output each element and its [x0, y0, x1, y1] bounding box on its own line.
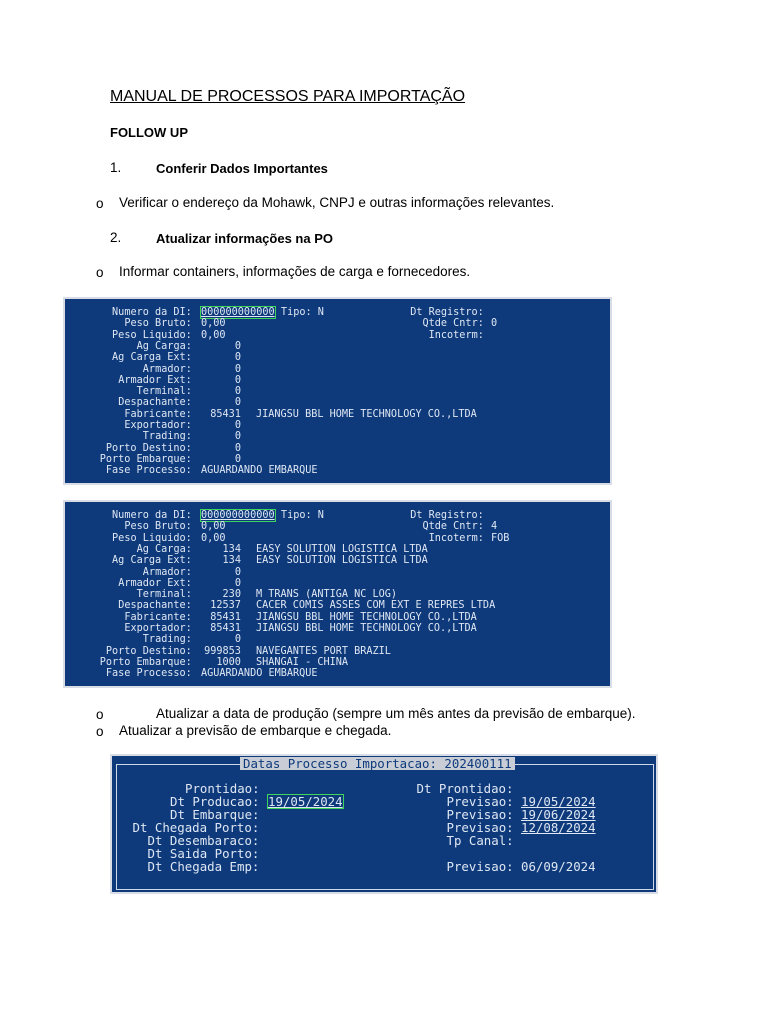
step1-title: Conferir Dados Importantes [156, 161, 328, 176]
field-code: 0 [234, 566, 241, 578]
field-value: FOB [491, 532, 510, 544]
date-label: Dt Saida Porto: [147, 846, 260, 861]
document-title: MANUAL DE PROCESSOS PARA IMPORTAÇÃO [110, 88, 466, 105]
field-label: Peso Bruto: [124, 521, 192, 533]
di-number-field: 000000000000 [201, 510, 275, 521]
date-value: 19/05/2024 [268, 794, 343, 809]
field-label: Porto Embarque: [99, 656, 192, 668]
field-label: Numero da DI: [112, 510, 192, 521]
field-code: 85431 [210, 611, 241, 623]
field-code: 134 [222, 555, 241, 567]
dates-screen [110, 754, 658, 894]
bullet-marker: o [96, 196, 104, 211]
field-code: 0 [234, 442, 241, 454]
date-label: Tp Canal: [446, 833, 514, 848]
date-label: Dt Chegada Porto: [132, 820, 260, 835]
field-label: Ag Carga: [136, 340, 192, 352]
date-value: 19/06/2024 [521, 807, 596, 822]
field-code: 999853 [204, 645, 241, 657]
section-heading: FOLLOW UP [110, 125, 188, 140]
field-value: AGUARDANDO EMBARQUE [201, 465, 318, 477]
field-code: 134 [222, 543, 241, 555]
di-screen-after [63, 500, 612, 688]
field-value: 0,00 [201, 532, 226, 544]
date-label: Prontidao: [185, 781, 260, 796]
field-code: 0 [234, 453, 241, 465]
bullet-text: Atualizar a previsão de embarque e chegada. [119, 723, 392, 738]
field-label: Trading: [142, 634, 192, 646]
field-name: JIANGSU BBL HOME TECHNOLOGY CO.,LTDA [256, 623, 477, 634]
field-code: 85431 [210, 408, 241, 420]
field-label: Porto Destino: [105, 645, 192, 657]
field-value: AGUARDANDO EMBARQUE [201, 668, 318, 680]
field-label: Trading: [142, 431, 192, 443]
bullet-text: Verificar o endereço da Mohawk, CNPJ e outras informações relevantes. [119, 195, 555, 210]
field-label: Exportador: [124, 420, 192, 431]
field-name: CACER COMIS ASSES COM EXT E REPRES LTDA [256, 600, 496, 612]
field-code: 0 [234, 634, 241, 646]
field-label: Incoterm: [428, 329, 484, 341]
date-label: Previsao: [446, 820, 514, 835]
field-name: JIANGSU BBL HOME TECHNOLOGY CO.,LTDA [256, 408, 477, 420]
field-value: 0 [491, 318, 498, 330]
field-label: Peso Liquido: [112, 329, 192, 341]
field-code: 0 [234, 420, 241, 431]
field-label: Dt Registro: [410, 307, 484, 318]
field-label: Dt Registro: [410, 510, 484, 521]
date-label: Previsao: [446, 807, 514, 822]
field-code: 0 [234, 363, 241, 375]
field-label: Ag Carga: [136, 543, 192, 555]
date-label: Dt Producao: [170, 794, 260, 809]
field-name: NAVEGANTES PORT BRAZIL [256, 645, 391, 657]
field-code: 0 [234, 340, 241, 352]
field-code: 0 [234, 577, 241, 589]
field-label: Armador: [142, 566, 192, 578]
tipo-field: Tipo: N [274, 510, 324, 521]
date-label: Dt Prontidao: [416, 781, 514, 796]
field-code: 0 [234, 386, 241, 398]
field-code: 0 [234, 374, 241, 386]
field-label: Terminal: [136, 589, 192, 601]
date-label: Dt Embarque: [170, 807, 260, 822]
date-label: Dt Chegada Emp: [147, 859, 260, 874]
date-label: Previsao: [446, 859, 514, 874]
step2-number: 2. [110, 230, 122, 245]
field-name: SHANGAI - CHINA [256, 656, 349, 668]
field-label: Ag Carga Ext: [112, 555, 192, 567]
field-code: 85431 [210, 623, 241, 634]
field-code: 0 [234, 397, 241, 409]
dates-header: Datas Processo Importacao: 202400111 [240, 757, 515, 770]
field-label: Qtde Cntr: [422, 318, 484, 330]
field-label: Fabricante: [124, 611, 192, 623]
field-label: Peso Bruto: [124, 318, 192, 330]
date-label: Previsao: [446, 794, 514, 809]
field-label: Fabricante: [124, 408, 192, 420]
field-code: 0 [234, 352, 241, 364]
field-label: Terminal: [136, 386, 192, 398]
field-value: 0,00 [201, 329, 226, 341]
field-name: EASY SOLUTION LOGISTICA LTDA [256, 543, 428, 555]
field-label: Despachante: [118, 397, 192, 409]
field-label: Armador: [142, 363, 192, 375]
di-screen-before [63, 297, 612, 485]
step1-number: 1. [110, 160, 122, 175]
field-label: Exportador: [124, 623, 192, 634]
bullet-text: Informar containers, informações de carga e fornecedores. [119, 264, 471, 279]
bullet-marker: o [96, 707, 104, 722]
field-label: Armador Ext: [118, 577, 192, 589]
field-name: M TRANS (ANTIGA NC LOG) [256, 589, 398, 601]
field-label: Ag Carga Ext: [112, 352, 192, 364]
field-label: Porto Destino: [105, 442, 192, 454]
field-code: 230 [222, 589, 241, 601]
field-code: 12537 [210, 600, 241, 612]
field-label: Qtde Cntr: [422, 521, 484, 533]
di-number-field: 000000000000 [201, 307, 275, 318]
field-code: 1000 [216, 656, 241, 668]
date-value: 12/08/2024 [521, 820, 596, 835]
bullet-marker: o [96, 724, 104, 739]
field-label: Incoterm: [428, 532, 484, 544]
field-label: Numero da DI: [112, 307, 192, 318]
field-label: Armador Ext: [118, 374, 192, 386]
field-value: 4 [491, 521, 498, 533]
bullet-text: Atualizar a data de produção (sempre um mês antes da previsão de embarque). [156, 706, 636, 721]
step2-title: Atualizar informações na PO [156, 231, 333, 246]
date-value: 06/09/2024 [521, 859, 596, 874]
field-label: Porto Embarque: [99, 453, 192, 465]
field-name: JIANGSU BBL HOME TECHNOLOGY CO.,LTDA [256, 611, 477, 623]
field-label: Despachante: [118, 600, 192, 612]
field-label: Fase Processo: [105, 465, 192, 477]
field-code: 0 [234, 431, 241, 443]
tipo-field: Tipo: N [274, 307, 324, 318]
field-value: 0,00 [201, 318, 226, 330]
field-label: Fase Processo: [105, 668, 192, 680]
field-name: EASY SOLUTION LOGISTICA LTDA [256, 555, 428, 567]
date-label: Dt Desembaraco: [147, 833, 260, 848]
bullet-marker: o [96, 265, 104, 280]
date-value: 19/05/2024 [521, 794, 596, 809]
field-value: 0,00 [201, 521, 226, 533]
field-label: Peso Liquido: [112, 532, 192, 544]
